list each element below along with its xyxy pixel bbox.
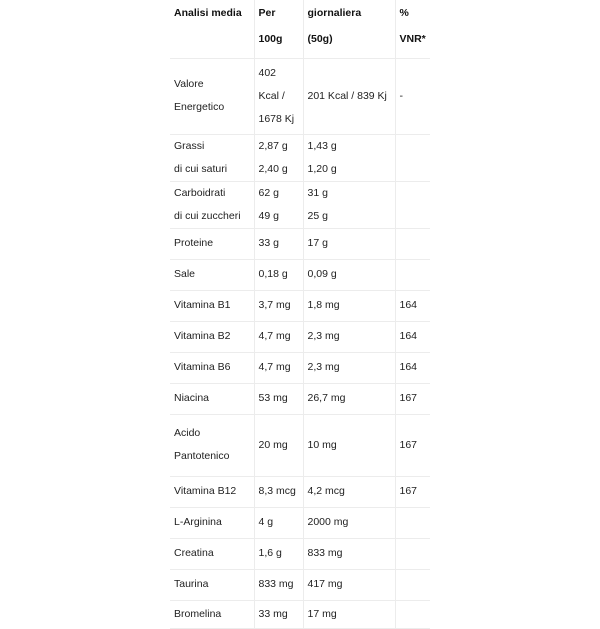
table-row <box>170 181 430 228</box>
daily-value: 17 mg <box>303 600 395 628</box>
header-giornaliera: giornaliera (50g) <box>303 0 395 58</box>
nutrient-name: Carboidrati di cui zuccheri <box>170 181 254 228</box>
vnr-value <box>395 228 430 259</box>
vnr-value <box>395 134 430 181</box>
per-100g-value: 3,7 mg <box>254 290 303 321</box>
table-row <box>170 600 430 628</box>
table-row <box>170 569 430 600</box>
per-100g-value: 4,7 mg <box>254 352 303 383</box>
nutrient-name: Acido Pantotenico <box>170 414 254 476</box>
nutrient-name: Valore Energetico <box>170 58 254 134</box>
table-row <box>170 259 430 290</box>
table-row <box>170 58 430 134</box>
header-per-100g: Per 100g <box>254 0 303 58</box>
per-100g-value: 33 g <box>254 228 303 259</box>
per-100g-value: 53 mg <box>254 383 303 414</box>
table-header-row <box>170 0 430 58</box>
vnr-value: 164 <box>395 352 430 383</box>
nutrient-name: Vitamina B12 <box>170 476 254 507</box>
per-100g-value: 1,6 g <box>254 538 303 569</box>
vnr-value: 167 <box>395 414 430 476</box>
nutrient-name: Vitamina B2 <box>170 321 254 352</box>
nutrient-name: Niacina <box>170 383 254 414</box>
per-100g-value: 0,18 g <box>254 259 303 290</box>
per-100g-value: 20 mg <box>254 414 303 476</box>
vnr-value <box>395 600 430 628</box>
per-100g-value: 8,3 mcg <box>254 476 303 507</box>
daily-value: 1,43 g 1,20 g <box>303 134 395 181</box>
table-row <box>170 290 430 321</box>
nutrient-name: Bromelina <box>170 600 254 628</box>
vnr-value: 167 <box>395 476 430 507</box>
table-row <box>170 507 430 538</box>
table-row <box>170 476 430 507</box>
header-analisi-media: Analisi media <box>170 0 254 58</box>
nutrient-name: L-Arginina <box>170 507 254 538</box>
table-row <box>170 134 430 181</box>
daily-value: 0,09 g <box>303 259 395 290</box>
daily-value: 17 g <box>303 228 395 259</box>
nutrient-name: Taurina <box>170 569 254 600</box>
daily-value: 201 Kcal / 839 Kj <box>303 58 395 134</box>
per-100g-value: 33 mg <box>254 600 303 628</box>
vnr-value <box>395 181 430 228</box>
header-vnr: % VNR* <box>395 0 430 58</box>
daily-value: 2,3 mg <box>303 321 395 352</box>
nutrient-name: Creatina <box>170 538 254 569</box>
table-row <box>170 228 430 259</box>
daily-value: 26,7 mg <box>303 383 395 414</box>
vnr-value <box>395 507 430 538</box>
nutrition-table <box>170 0 430 629</box>
table-row <box>170 383 430 414</box>
nutrient-name: Sale <box>170 259 254 290</box>
vnr-value: 164 <box>395 321 430 352</box>
table-row <box>170 352 430 383</box>
daily-value: 2,3 mg <box>303 352 395 383</box>
vnr-value <box>395 569 430 600</box>
vnr-value <box>395 259 430 290</box>
daily-value: 31 g 25 g <box>303 181 395 228</box>
vnr-value <box>395 538 430 569</box>
daily-value: 10 mg <box>303 414 395 476</box>
table-row <box>170 321 430 352</box>
table-row <box>170 538 430 569</box>
per-100g-value: 2,87 g 2,40 g <box>254 134 303 181</box>
per-100g-value: 402 Kcal / 1678 Kj <box>254 58 303 134</box>
per-100g-value: 62 g 49 g <box>254 181 303 228</box>
per-100g-value: 4 g <box>254 507 303 538</box>
nutrient-name: Vitamina B6 <box>170 352 254 383</box>
daily-value: 417 mg <box>303 569 395 600</box>
vnr-value: 164 <box>395 290 430 321</box>
table-row <box>170 414 430 476</box>
daily-value: 1,8 mg <box>303 290 395 321</box>
per-100g-value: 833 mg <box>254 569 303 600</box>
daily-value: 2000 mg <box>303 507 395 538</box>
per-100g-value: 4,7 mg <box>254 321 303 352</box>
vnr-value: 167 <box>395 383 430 414</box>
nutrient-name: Proteine <box>170 228 254 259</box>
nutrient-name: Vitamina B1 <box>170 290 254 321</box>
nutrient-name: Grassi di cui saturi <box>170 134 254 181</box>
vnr-value: - <box>395 58 430 134</box>
daily-value: 833 mg <box>303 538 395 569</box>
daily-value: 4,2 mcg <box>303 476 395 507</box>
